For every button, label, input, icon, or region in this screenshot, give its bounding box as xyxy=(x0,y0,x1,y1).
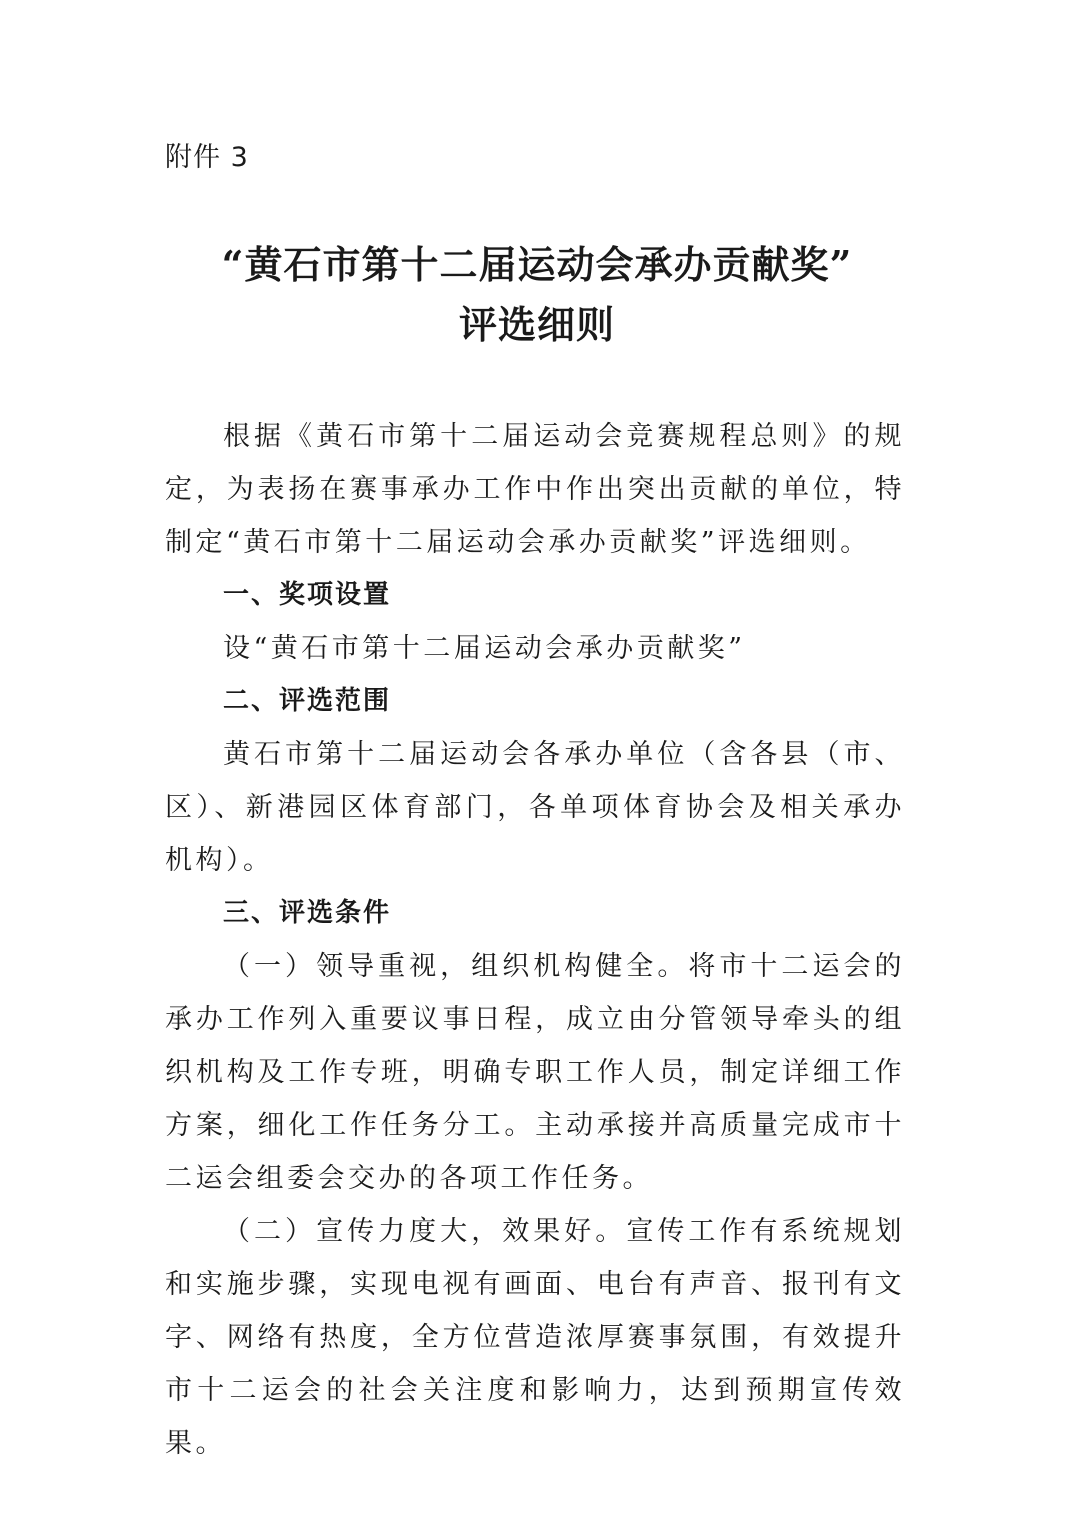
section-heading-criteria: 三、评选条件 xyxy=(223,898,392,928)
criteria-item-2-text: 宣传工作有系统规划和实施步骤，实现电视有画面、电台有声音、报刊有文字、网络有热度，全方位营造浓厚赛事氛围，有效提升市十二运会的社会关注度和影响力，达到预期宣传效果。 xyxy=(165,1216,906,1459)
document-body xyxy=(165,410,905,1470)
criteria-item-1 xyxy=(165,940,905,1205)
section-text-awards: 设“黄石市第十二届运动会承办贡献奖” xyxy=(223,633,746,664)
criteria-item-2-lead: （二）宣传力度大，效果好。 xyxy=(223,1216,627,1247)
criteria-item-1-lead: （一）领导重视，组织机构健全。 xyxy=(223,951,689,982)
criteria-item-1-text: 将市十二运会的承办工作列入重要议事日程，成立由分管领导牵头的组织机构及工作专班，明确专职工作人员，制定详细工作方案，细化工作任务分工。主动承接并高质量完成市十二运会组委会交办的各项工作任务。 xyxy=(165,951,906,1194)
section-text-scope: 黄石市第十二届运动会各承办单位（含各县（市、区）、新港园区体育部门，各单项体育协会及相关承办机构）。 xyxy=(165,739,905,876)
intro-paragraph: 根据《黄石市第十二届运动会竞赛规程总则》的规定，为表扬在赛事承办工作中作出突出贡献的单位，特制定“黄石市第十二届运动会承办贡献奖”评选细则。 xyxy=(165,421,905,558)
document-title-line1: “黄石市第十二届运动会承办贡献奖” xyxy=(221,242,853,287)
attachment-label: 附件 3 xyxy=(165,142,249,173)
section-heading-awards: 一、奖项设置 xyxy=(223,580,392,610)
document-title-line2: 评选细则 xyxy=(458,302,615,347)
section-heading-scope: 二、评选范围 xyxy=(223,686,392,716)
criteria-item-2 xyxy=(165,1205,905,1470)
